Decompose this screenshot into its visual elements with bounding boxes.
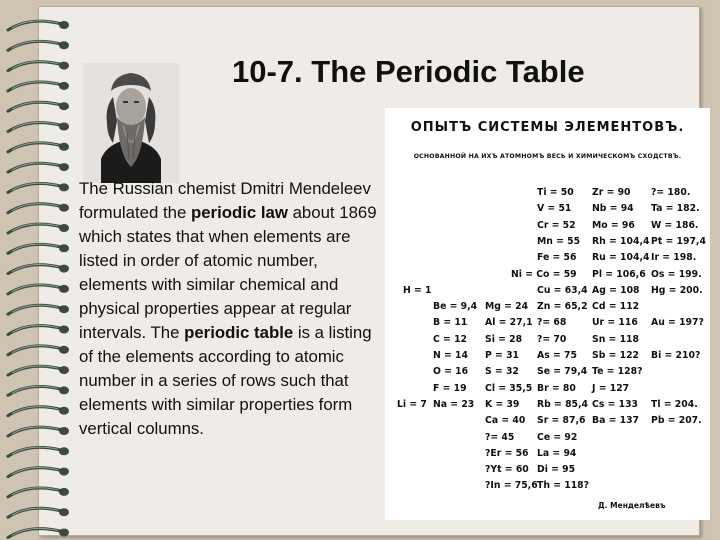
spiral-ring [8, 21, 69, 30]
element-cell: Te = 128? [592, 366, 643, 378]
spiral-ring [8, 285, 69, 294]
element-cell: Hg = 200. [651, 284, 703, 296]
spiral-ring [8, 427, 69, 436]
element-cell: O = 16 [433, 366, 469, 378]
spiral-ring [8, 407, 69, 416]
spiral-ring [8, 467, 69, 476]
spiral-ring [8, 447, 69, 456]
spiral-ring [8, 204, 69, 213]
element-cell: J = 127 [592, 382, 630, 394]
mendeleev-portrait-image [83, 63, 179, 183]
element-cell: Cu = 63,4 [537, 284, 588, 296]
spiral-ring [8, 488, 69, 497]
element-cell: Cd = 112 [592, 301, 640, 313]
body-paragraph [79, 177, 379, 441]
element-cell: Al = 27,1 [485, 317, 533, 329]
element-cell: Ce = 92 [537, 431, 578, 443]
element-cell: Sb = 122 [592, 350, 640, 361]
element-cell: Rb = 85,4 [537, 398, 589, 410]
element-cell: ?= 180. [651, 187, 691, 198]
element-cell: As = 75 [537, 350, 577, 361]
element-cell: Cr = 52 [537, 219, 576, 231]
element-cell: ?Yt = 60 [485, 464, 529, 476]
bold-term: periodic law [190, 203, 288, 222]
element-cell: Be = 9,4 [433, 301, 478, 313]
spiral-ring [8, 143, 69, 152]
paragraph-text: is a listing of the elements according to atomic number in a series of rows such that elements with similar properties form vertical columns. [79, 323, 372, 438]
element-cell: Bi = 210? [651, 350, 701, 361]
element-cell: Ta = 182. [651, 203, 700, 215]
table-title: ОПЫТЪ СИСТЕМЫ ЭЛЕМЕНТОВЪ. [410, 120, 685, 135]
spiral-ring [8, 508, 69, 517]
spiral-ring [8, 224, 69, 233]
spiral-ring [8, 82, 69, 91]
element-cell: Br = 80 [537, 382, 576, 394]
spiral-binding-decoration [0, 8, 80, 540]
spiral-ring [8, 183, 69, 192]
element-cell: Pt = 197,4 [651, 235, 706, 247]
element-cell: ?Er = 56 [485, 447, 529, 459]
element-cell: F = 19 [433, 382, 467, 394]
element-cell: Ca = 40 [485, 415, 526, 427]
element-cell: Au = 197? [651, 317, 704, 329]
element-cell: Mg = 24 [485, 301, 529, 313]
element-cell: Ag = 108 [592, 284, 640, 296]
element-cell: La = 94 [537, 447, 577, 459]
element-cell: Tl = 204. [651, 398, 698, 410]
element-cell: Ti = 50 [537, 187, 574, 198]
spiral-ring [8, 264, 69, 273]
spiral-ring [8, 528, 69, 537]
element-cell: ?= 45 [485, 431, 515, 443]
element-cell: Ur = 116 [592, 317, 638, 329]
element-cell: Zn = 65,2 [537, 301, 588, 313]
element-cell: Th = 118? [537, 480, 590, 492]
element-cell: C = 12 [433, 333, 468, 345]
element-cell: Cl = 35,5 [485, 382, 533, 394]
spiral-ring [8, 41, 69, 50]
element-cell: Ir = 198. [651, 252, 697, 264]
element-cell: ?= 68 [537, 317, 567, 329]
bold-term: periodic table [184, 323, 294, 342]
table-subtitle: ОСНОВАННОЙ НА ИХЪ АТОМНОМЪ ВЕСЬ И ХИМИЧЕСКОМЪ СХОДСТВЪ. [413, 153, 682, 160]
spiral-ring [8, 366, 69, 375]
element-cell: Nb = 94 [592, 203, 634, 215]
element-cell: Cs = 133 [592, 398, 639, 410]
element-cell: Ni = Co = 59 [511, 268, 577, 280]
element-cell: B = 11 [433, 317, 468, 329]
spiral-ring [8, 325, 69, 334]
spiral-ring [8, 244, 69, 253]
element-grid [385, 108, 710, 520]
paragraph-text: The Russian chemist Dmitri Mendeleev formulated the [79, 179, 371, 222]
element-cell: Rh = 104,4 [592, 235, 650, 247]
element-cell: Sr = 87,6 [537, 415, 586, 427]
spiral-ring [8, 102, 69, 111]
element-cell: P = 31 [485, 350, 520, 361]
element-cell: Zr = 90 [592, 187, 631, 198]
element-cell: ?In = 75,6 [485, 480, 538, 492]
element-cell: Sn = 118 [592, 333, 639, 345]
element-cell: Li = 7 [397, 398, 427, 410]
table-signature: Д. Менделѣевъ [598, 501, 666, 510]
slide-title: 10-7. The Periodic Table [232, 54, 585, 89]
element-cell: ?= 70 [537, 333, 567, 345]
element-cell: W = 186. [651, 219, 699, 231]
element-cell: K = 39 [485, 398, 520, 410]
element-cell: Di = 95 [537, 464, 576, 476]
element-cell: Se = 79,4 [537, 366, 588, 378]
element-cell: Pb = 207. [651, 415, 702, 427]
element-cell: Ru = 104,4 [592, 252, 650, 264]
element-cell: Na = 23 [433, 398, 475, 410]
element-cell: Si = 28 [485, 333, 523, 345]
paragraph-text: about 1869 which states that when elements are listed in order of atomic number, elements with similar chemical and physical properties appear at regular intervals. The [79, 203, 377, 342]
element-cell: Ba = 137 [592, 415, 640, 427]
spiral-ring [8, 305, 69, 314]
element-cell: Pl = 106,6 [592, 268, 646, 280]
spiral-ring [8, 163, 69, 172]
element-cell: Mo = 96 [592, 219, 635, 231]
element-cell: H = 1 [403, 284, 432, 296]
element-cell: Os = 199. [651, 268, 702, 280]
element-cell: Mn = 55 [537, 235, 581, 247]
spiral-ring [8, 386, 69, 395]
element-cell: V = 51 [537, 203, 572, 215]
spiral-ring [8, 122, 69, 131]
element-cell: N = 14 [433, 350, 468, 361]
spiral-ring [8, 346, 69, 355]
element-cell: Fe = 56 [537, 252, 577, 264]
mendeleev-periodic-table-image [385, 108, 710, 520]
element-cell: S = 32 [485, 366, 519, 378]
spiral-ring [8, 61, 69, 70]
